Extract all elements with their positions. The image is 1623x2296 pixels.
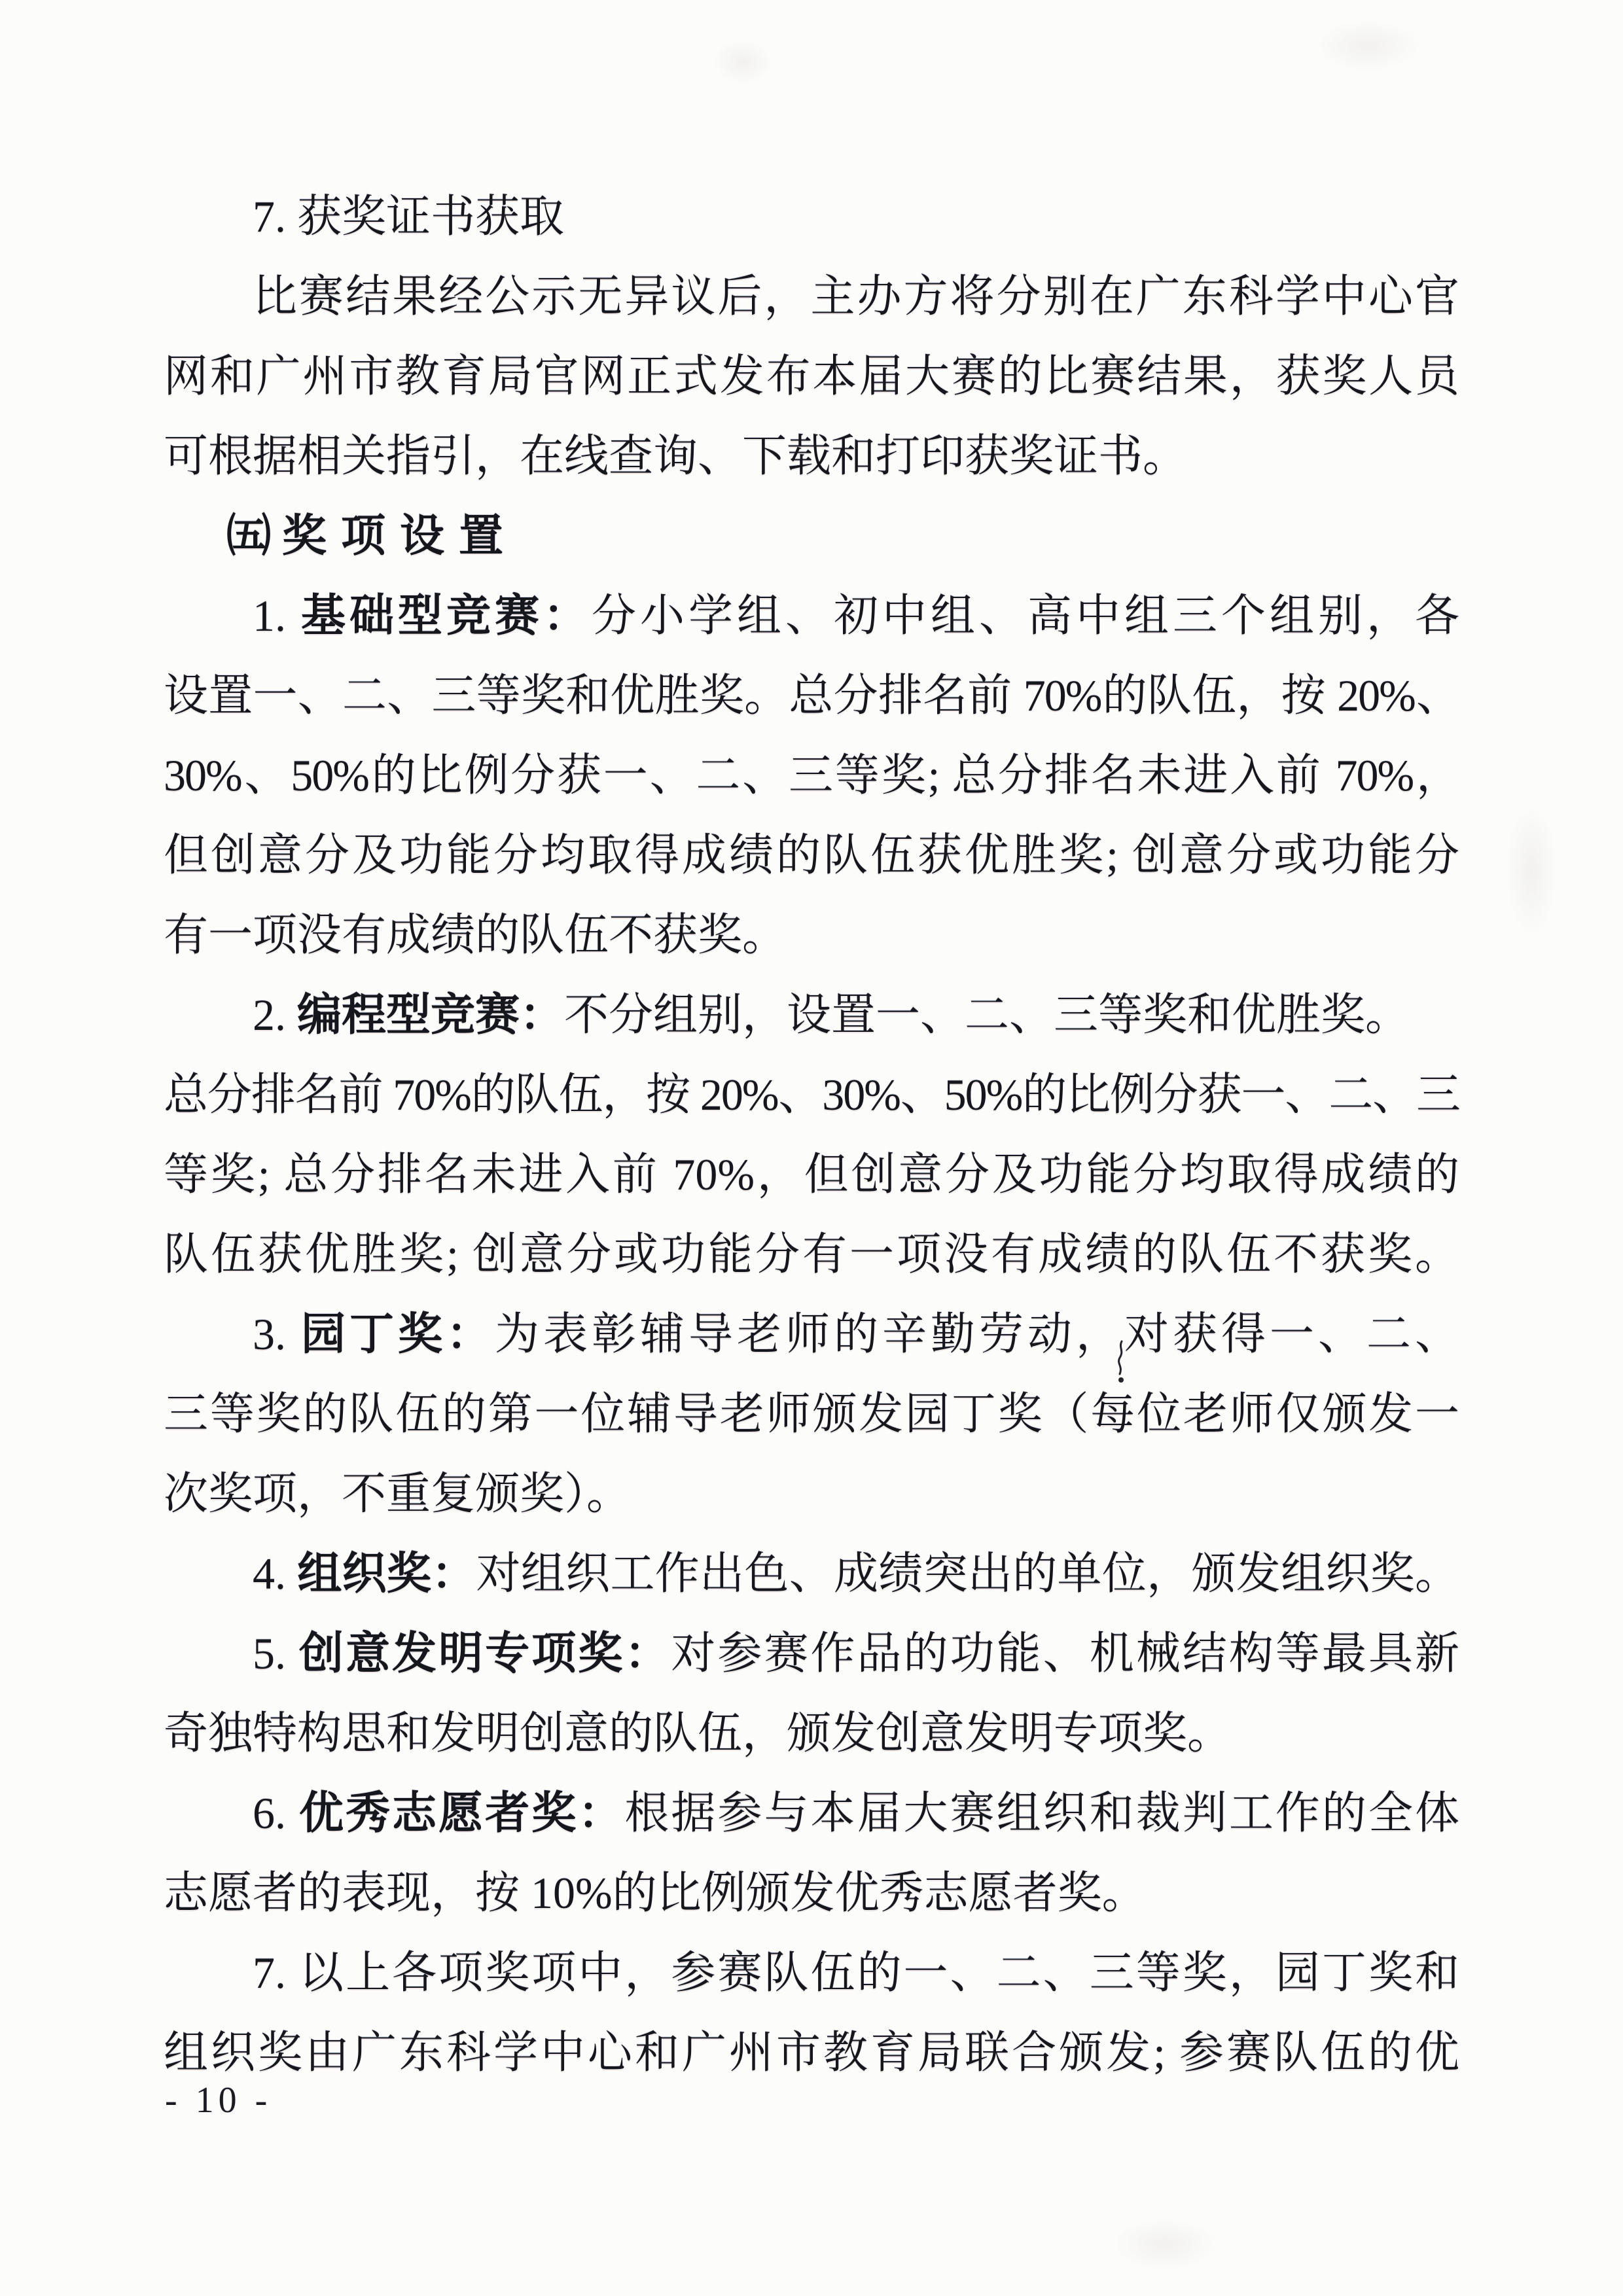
bold-text-run: 组织奖：	[297, 1549, 476, 1598]
text-line	[164, 1693, 1459, 1773]
text-line	[164, 1055, 1459, 1135]
text-run: 30%、50%的比例分获一、二、三等奖; 总分排名未进入前 70%，	[164, 751, 1459, 800]
text-run: 总分排名前 70%的队伍，按 20%、30%、50%的比例分获一、二、三	[164, 1070, 1459, 1120]
bold-text-run: 基础型竞赛：	[301, 591, 592, 641]
text-run: 对参赛作品的功能、机械结构等最具新	[671, 1629, 1459, 1678]
text-run: 分小学组、初中组、高中组三个组别，各	[592, 591, 1459, 641]
bold-text-run: 奖项设置	[282, 511, 518, 561]
text-run: 1.	[253, 591, 301, 641]
text-run: 有一项没有成绩的队伍不获奖。	[164, 910, 787, 960]
bold-text-run: 园丁奖：	[301, 1309, 495, 1359]
text-line	[164, 177, 1459, 256]
document-text-block	[164, 177, 1459, 2093]
text-line	[164, 656, 1459, 735]
text-run: 5.	[253, 1629, 300, 1678]
text-line	[164, 1214, 1459, 1294]
text-run: 对组织工作出色、成绩突出的单位，颁发组织奖。	[476, 1549, 1459, 1598]
bold-text-run: ㈤	[226, 511, 283, 561]
text-run: 7. 获奖证书获取	[253, 192, 565, 241]
scan-smudge	[1505, 805, 1558, 936]
scan-smudge	[1113, 2218, 1217, 2270]
bold-text-run: 创意发明专项奖：	[299, 1629, 671, 1678]
text-line	[164, 895, 1459, 975]
text-line	[164, 416, 1459, 496]
text-line	[164, 1933, 1459, 2013]
text-run: 奇独特构思和发明创意的队伍，颁发创意发明专项奖。	[164, 1708, 1232, 1758]
text-line	[164, 1454, 1459, 1534]
text-line	[164, 1135, 1459, 1214]
text-line	[164, 1614, 1459, 1693]
text-line	[164, 1374, 1459, 1454]
text-run: 网和广州市教育局官网正式发布本届大赛的比赛结果，获奖人员	[164, 351, 1459, 401]
text-run: 但创意分及功能分均取得成绩的队伍获优胜奖; 创意分或功能分	[164, 830, 1459, 880]
text-run: 队伍获优胜奖; 创意分或功能分有一项没有成绩的队伍不获奖。	[164, 1229, 1459, 1279]
text-run: 三等奖的队伍的第一位辅导老师颁发园丁奖（每位老师仅颁发一	[164, 1389, 1459, 1439]
text-run: 2.	[253, 990, 297, 1040]
text-run: 可根据相关指引，在线查询、下载和打印获奖证书。	[164, 431, 1188, 481]
bold-text-run: 优秀志愿者奖：	[299, 1788, 625, 1838]
text-run: 等奖; 总分排名未进入前 70%，但创意分及功能分均取得成绩的	[164, 1150, 1459, 1199]
bold-text-run: 编程型竞赛：	[297, 990, 565, 1040]
text-line	[164, 1773, 1459, 1853]
text-line	[164, 1853, 1459, 1933]
text-line	[164, 1534, 1459, 1614]
section-heading-line	[164, 496, 1459, 576]
text-run: 以上各项奖项中，参赛队伍的一、二、三等奖，园丁奖和	[299, 1948, 1459, 1998]
text-run: 组织奖由广东科学中心和广州市教育局联合颁发; 参赛队伍的优	[164, 2028, 1459, 2077]
text-run: 6.	[253, 1788, 300, 1838]
text-line	[164, 576, 1459, 656]
ink-mark	[1111, 1340, 1132, 1386]
text-run: 根据参与本届大赛组织和裁判工作的全体	[624, 1788, 1459, 1838]
text-line	[164, 1294, 1459, 1374]
text-run: 志愿者的表现，按 10%的比例颁发优秀志愿者奖。	[164, 1868, 1147, 1918]
text-line	[164, 2013, 1459, 2093]
text-run: 比赛结果经公示无异议后，主办方将分别在广东科学中心官	[253, 272, 1459, 321]
text-run: 不分组别，设置一、二、三等奖和优胜奖。	[564, 990, 1410, 1040]
text-line	[164, 735, 1459, 815]
scan-smudge	[1315, 20, 1420, 72]
text-run: 次奖项，不重复颁奖）。	[164, 1469, 632, 1519]
text-run: 4.	[253, 1549, 298, 1598]
text-run: 为表彰辅导老师的辛勤劳动，对获得一、二、	[495, 1309, 1459, 1359]
text-run: 7.	[253, 1948, 300, 1998]
text-line	[164, 336, 1459, 416]
text-line	[164, 815, 1459, 895]
text-run: 3.	[253, 1309, 301, 1359]
text-run: 设置一、二、三等奖和优胜奖。总分排名前 70%的队伍，按 20%、	[164, 671, 1459, 720]
text-line	[164, 975, 1459, 1055]
scan-smudge	[713, 39, 772, 85]
page-number: - 10 -	[165, 2080, 272, 2121]
text-line	[164, 256, 1459, 336]
